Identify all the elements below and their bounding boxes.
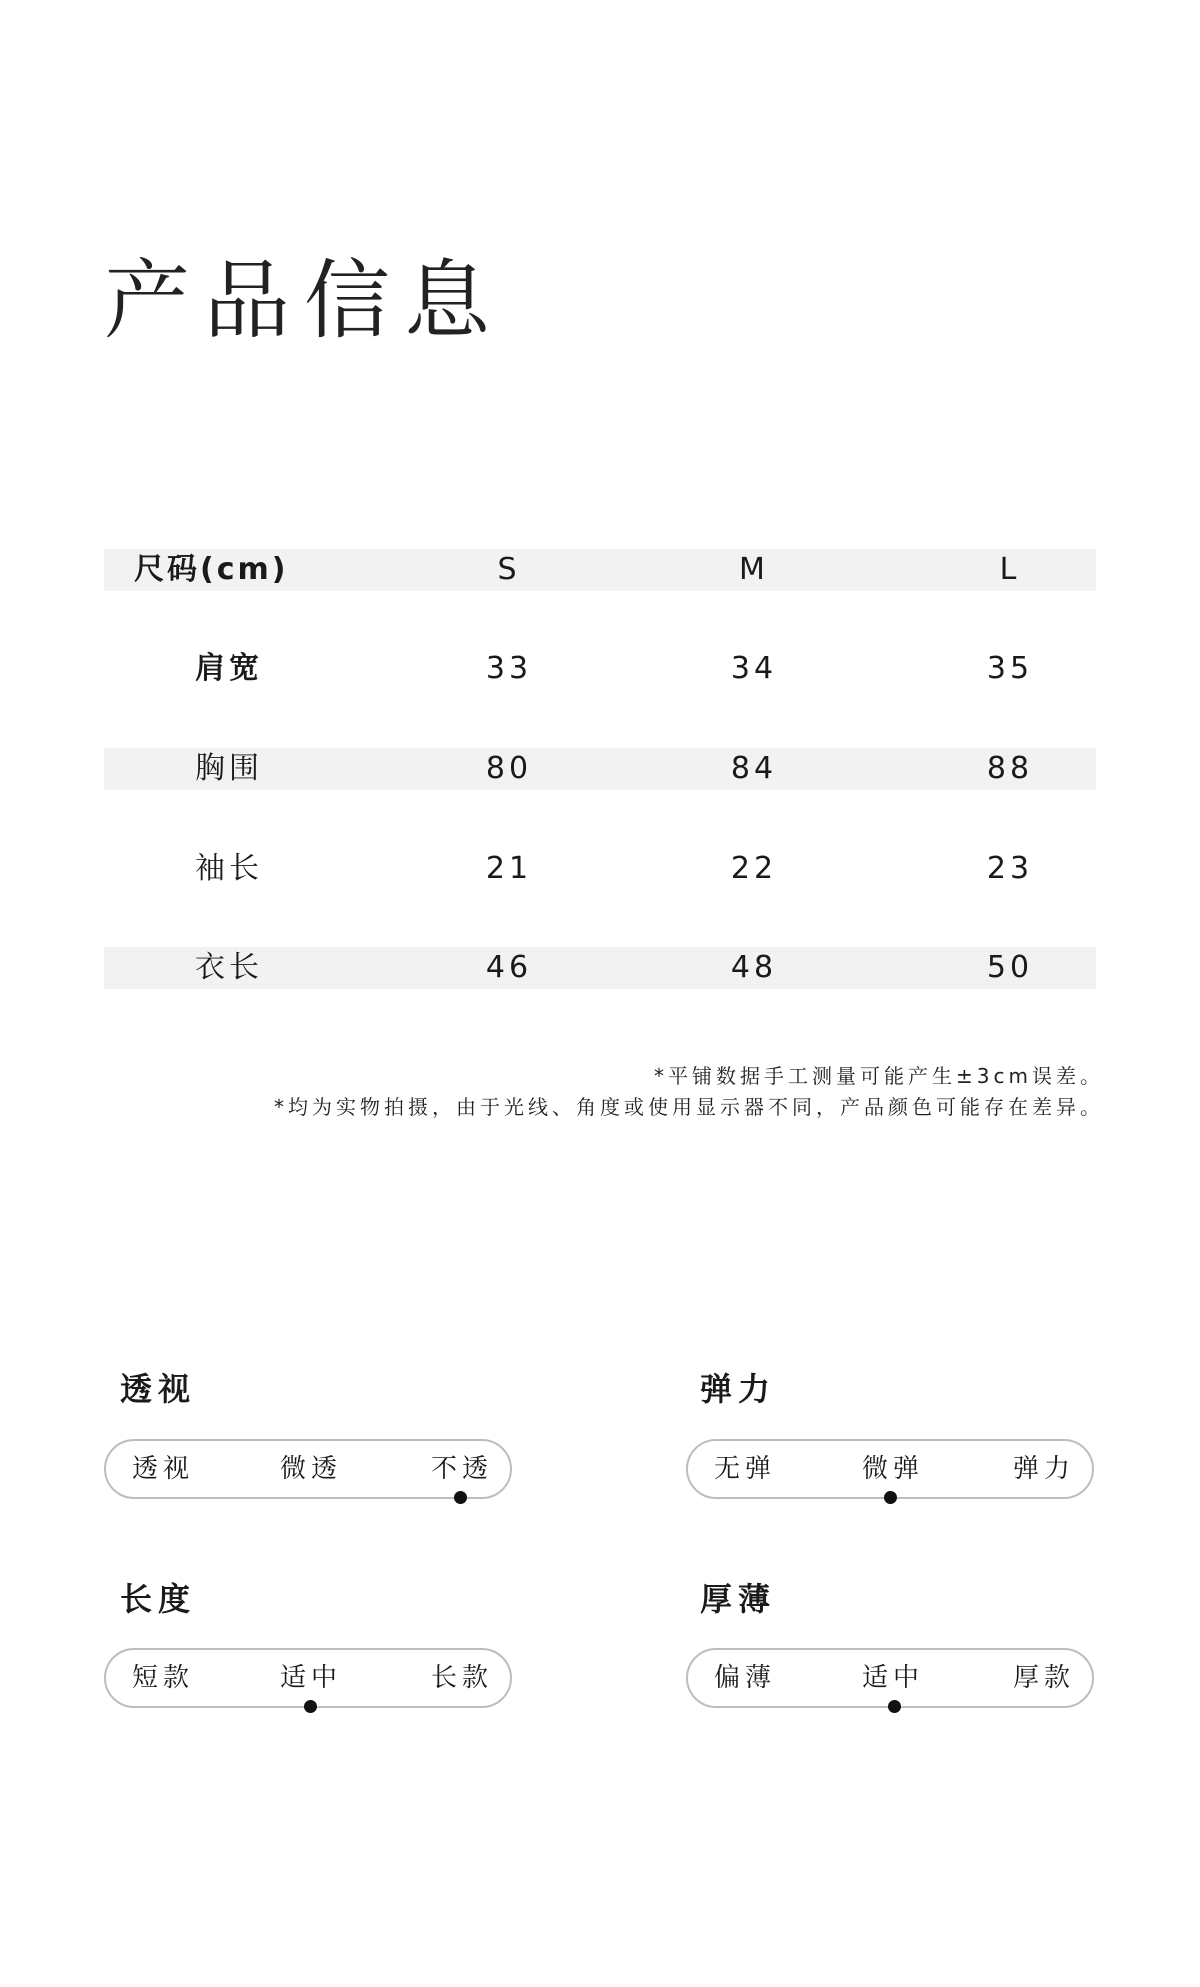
cell-value: 80 xyxy=(485,751,533,786)
cell-value: 48 xyxy=(730,950,778,985)
cell-value: 34 xyxy=(730,651,778,686)
row-label: 肩宽 xyxy=(195,651,263,686)
selected-indicator-dot xyxy=(888,1700,901,1713)
option-label: 长款 xyxy=(431,1663,494,1693)
table-row xyxy=(104,947,1096,989)
color-note: *均为实物拍摄，由于光线、角度或使用显示器不同，产品颜色可能存在差异。 xyxy=(274,1095,1104,1119)
option-label: 短款 xyxy=(132,1663,195,1693)
cell-value: 23 xyxy=(986,851,1034,886)
elasticity-scale xyxy=(686,1439,1094,1499)
transparency-scale xyxy=(104,1439,512,1499)
option-label: 偏薄 xyxy=(714,1663,777,1693)
cell-value: 33 xyxy=(485,651,533,686)
cell-value: 88 xyxy=(986,751,1034,786)
selected-indicator-dot xyxy=(884,1491,897,1504)
table-header-m: M xyxy=(739,552,769,587)
table-header-row xyxy=(104,549,1096,591)
length-scale xyxy=(104,1648,512,1708)
row-label: 衣长 xyxy=(195,950,263,985)
cell-value: 35 xyxy=(986,651,1034,686)
cell-value: 22 xyxy=(730,851,778,886)
table-header-size: 尺码(cm) xyxy=(134,552,289,587)
measurement-note: *平铺数据手工测量可能产生±3cm误差。 xyxy=(654,1064,1104,1088)
cell-value: 84 xyxy=(730,751,778,786)
option-label: 厚款 xyxy=(1013,1663,1076,1693)
attr-title-elasticity: 弹力 xyxy=(700,1370,777,1408)
option-label: 适中 xyxy=(280,1663,343,1693)
selected-indicator-dot xyxy=(454,1491,467,1504)
option-label: 微透 xyxy=(280,1454,343,1484)
cell-value: 21 xyxy=(485,851,533,886)
option-label: 不透 xyxy=(431,1454,494,1484)
table-row xyxy=(104,848,1096,890)
option-label: 透视 xyxy=(132,1454,195,1484)
row-label: 胸围 xyxy=(195,751,263,786)
option-label: 适中 xyxy=(862,1663,925,1693)
option-label: 弹力 xyxy=(1013,1454,1076,1484)
selected-indicator-dot xyxy=(304,1700,317,1713)
table-row xyxy=(104,648,1096,690)
attr-title-transparency: 透视 xyxy=(120,1370,197,1408)
table-header-s: S xyxy=(497,552,521,587)
option-label: 无弹 xyxy=(714,1454,777,1484)
table-header-l: L xyxy=(999,552,1021,587)
page-title: 产品信息 xyxy=(104,251,504,351)
option-label: 微弹 xyxy=(862,1454,925,1484)
attr-title-thickness: 厚薄 xyxy=(700,1580,777,1618)
cell-value: 50 xyxy=(986,950,1034,985)
table-row xyxy=(104,748,1096,790)
cell-value: 46 xyxy=(485,950,533,985)
row-label: 袖长 xyxy=(195,851,263,886)
thickness-scale xyxy=(686,1648,1094,1708)
attr-title-length: 长度 xyxy=(120,1580,197,1618)
